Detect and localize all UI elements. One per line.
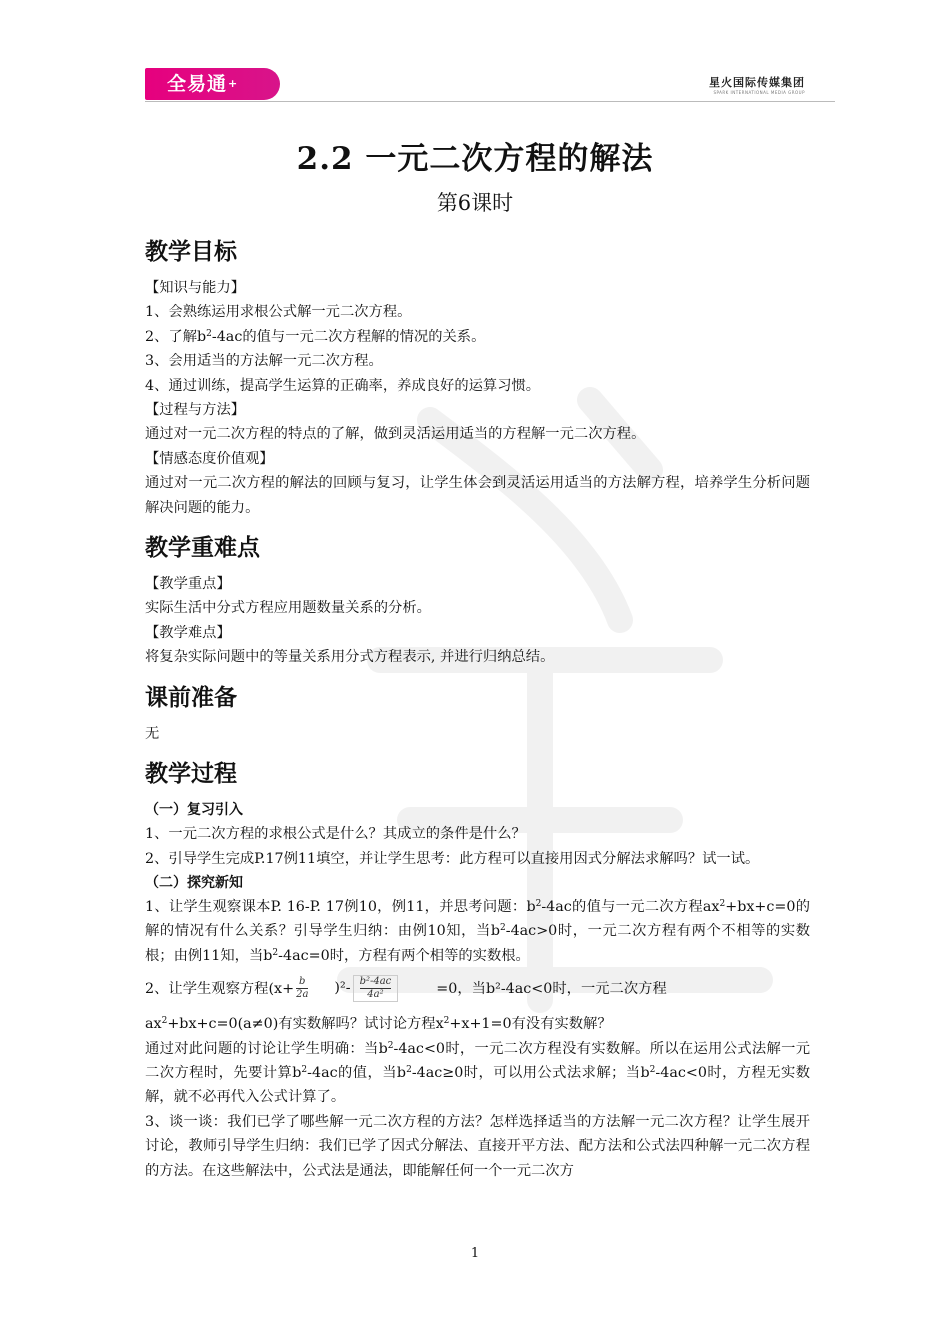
publisher-name: 星火国际传媒集团 — [709, 76, 805, 89]
frac-denominator: 2a — [296, 988, 309, 1000]
difficulty-text: 将复杂实际问题中的等量关系用分式方程表示, 并进行归纳总结。 — [145, 649, 555, 666]
explore-item: $ax^2+bx+c=0(a\ne 0)$有实数解吗？试讨论方程$x^2+x+1=0$有没有实数解？ — [145, 1016, 612, 1033]
document-body — [145, 234, 810, 1183]
knowledge-item: 3、会用适当的方法解一元二次方程。 — [145, 353, 383, 370]
knowledge-item: 2、了解$b^2-4ac$的值与一元二次方程解的情况的关系。 — [145, 328, 486, 345]
subsection-heading-explore: （二）探究新知 — [145, 874, 243, 891]
eq-prefix: 2、让学生观察方程(x+ — [145, 981, 295, 998]
knowledge-item: 1、会熟练运用求根公式解一元二次方程。 — [145, 304, 412, 321]
page-number: 1 — [470, 1246, 480, 1261]
explore-item: 1、让学生观察课本P. 16-P. 17例10，例11，并思考问题：$b^2-4ac$的值与一元二次方程$ax^2+bx+c=0$的解的情况有什么关系？引导学生归纳：由例10知，当$b^2-4ac>0$时，一元二次方程有两个不相等的实数根；由例11知，当$b^2-4ac=0$时，方程有两个相等的实数根。 — [145, 898, 811, 964]
section-heading-goals: 教学目标 — [145, 239, 237, 265]
knowledge-item: 4、通过训练，提高学生运算的正确率，养成良好的运算习惯。 — [145, 377, 541, 394]
fraction-discriminant — [353, 975, 399, 1002]
process-label: 【过程与方法】 — [145, 402, 246, 419]
frac-numerator: b²-4ac — [359, 975, 392, 987]
prep-text: 无 — [145, 725, 160, 742]
review-item: 1、一元二次方程的求根公式是什么？其成立的条件是什么？ — [145, 826, 526, 843]
explore-item: 3、谈一谈：我们已学了哪些解一元二次方程的方法？怎样选择适当的方法解一元二次方程？让学生展开讨论，教师引导学生归纳：我们已学了因式分解法、直接开平方法、配方法和公式法四种解一元二次方程的方法。在这些解法中，公式法是通法，即能解任何一个一元二次方 — [145, 1113, 810, 1179]
knowledge-label: 【知识与能力】 — [145, 280, 246, 296]
eq-middle: )²- — [334, 980, 351, 997]
header-divider — [145, 101, 835, 102]
focus-text: 实际生活中分式方程应用题数量关系的分析。 — [145, 600, 431, 617]
explore-conclusion: 通过对此问题的讨论让学生明确：当$b^2-4ac<0$时，一元二次方程没有实数解。所以在运用公式法解一元二次方程时，先要计算$b^2-4ac$的值，当$b^2-4ac\ge 0$时，可以用公式法求解；当$b^2-4ac<0$时，方程无实数解，就不必再代入公式计算了。 — [145, 1040, 811, 1106]
frac-numerator: b — [296, 976, 308, 989]
section-heading-keypoints: 教学重难点 — [145, 535, 260, 562]
section-heading-prep: 课前准备 — [145, 684, 237, 711]
emotion-text: 通过对一元二次方程的解法的回顾与复习，让学生体会到灵活运用适当的方法解方程，培养学生分析问题解决问题的能力。 — [145, 475, 810, 516]
publisher — [709, 74, 805, 95]
logo-text: 全易通 — [167, 73, 228, 95]
focus-label: 【教学重点】 — [145, 576, 231, 593]
subsection-heading-review: （一）复习引入 — [145, 802, 243, 819]
review-item: 2、引导学生完成P.17例11填空，并让学生思考：此方程可以直接用因式分解法求解吗？试一试。 — [145, 850, 760, 867]
fraction-b-over-2a — [296, 976, 308, 1001]
equation-line — [145, 968, 810, 1008]
page-title: 2.2 一元二次方程的解法 — [296, 141, 654, 177]
logo-star: + — [228, 77, 239, 90]
page-header — [145, 64, 835, 102]
brand-logo — [145, 68, 280, 100]
page-subtitle: 第6课时 — [436, 191, 514, 215]
section-heading-process: 教学过程 — [145, 761, 237, 788]
frac-denominator: 4a² — [367, 988, 384, 1000]
difficulty-label: 【教学难点】 — [145, 624, 231, 641]
publisher-name-en: SPARK INTERNATIONAL MEDIA GROUP — [713, 90, 805, 95]
process-text: 通过对一元二次方程的特点的了解，做到灵活运用适当的方程解一元二次方程。 — [145, 426, 646, 443]
emotion-label: 【情感态度价值观】 — [145, 450, 274, 467]
eq-suffix: =0，当b²-4ac<0时，一元二次方程 — [436, 981, 667, 998]
